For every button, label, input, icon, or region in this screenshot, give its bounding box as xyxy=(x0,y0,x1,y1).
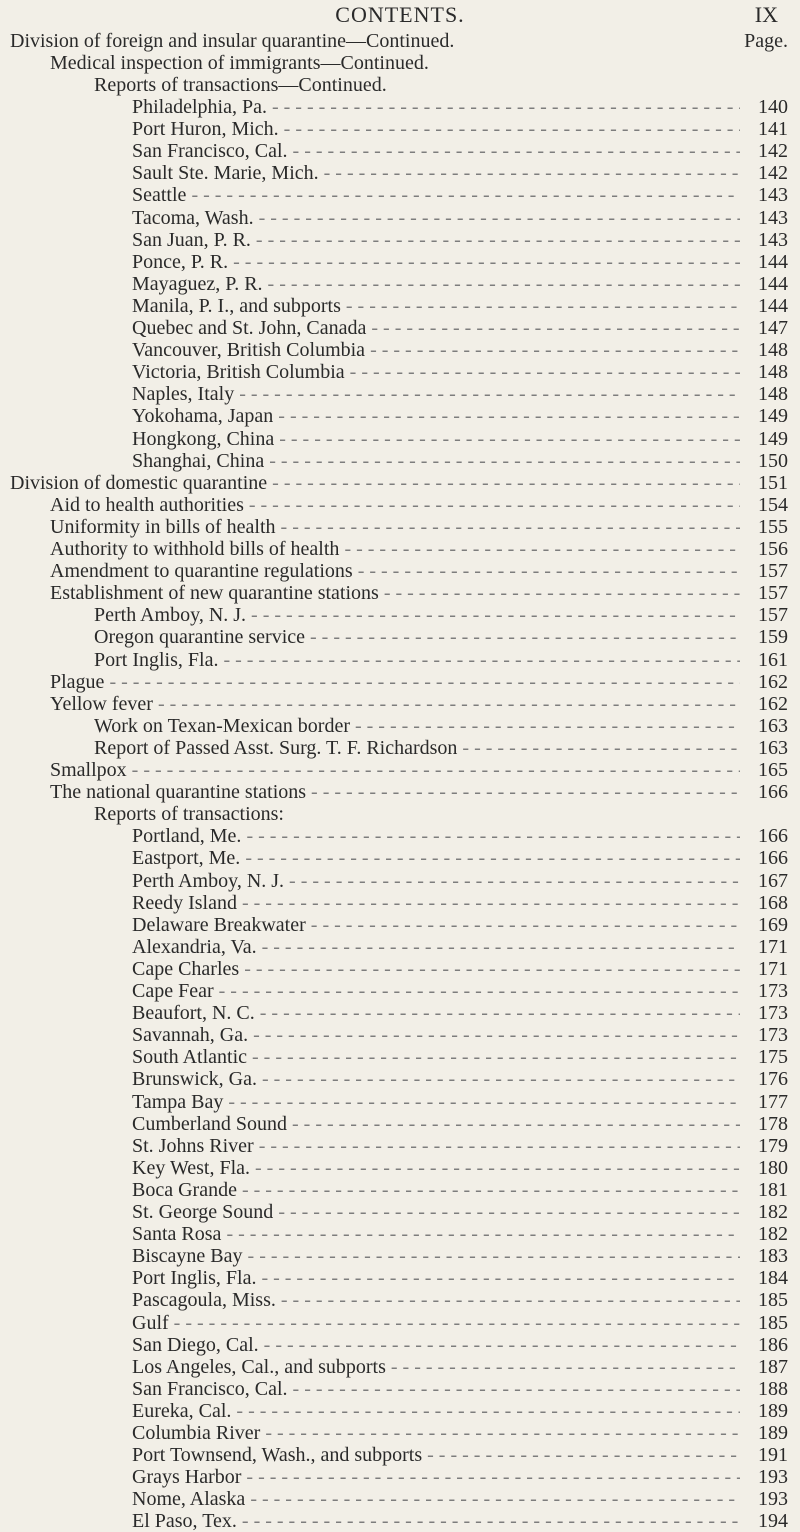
toc-entry xyxy=(0,207,800,229)
toc-entry xyxy=(0,1113,800,1135)
toc-entry xyxy=(0,162,800,184)
toc-entry-page: 175 xyxy=(758,1046,788,1069)
toc-entry-label: Port Townsend, Wash., and subports - - - xyxy=(132,1444,740,1466)
toc-entry xyxy=(0,516,800,538)
toc-entry xyxy=(0,1201,800,1223)
toc-entry-label: Establishment of new quarantine stations - - - xyxy=(50,582,740,604)
toc-entry xyxy=(0,361,800,383)
toc-entry xyxy=(0,1024,800,1046)
toc-entry xyxy=(0,1068,800,1090)
toc-entry-page: 182 xyxy=(758,1201,788,1223)
toc-entry xyxy=(0,671,800,693)
toc-entry xyxy=(0,1356,800,1378)
toc-entry xyxy=(0,118,800,140)
toc-entry xyxy=(0,1510,800,1532)
toc-entry-label: Manila, P. I., and subports - - - xyxy=(132,295,740,317)
toc-entry xyxy=(0,494,800,516)
toc-entry-page: 168 xyxy=(758,891,788,914)
toc-entry xyxy=(0,1488,800,1510)
toc-entry xyxy=(0,295,800,317)
toc-entry xyxy=(0,958,800,980)
subsection-heading-medical: Medical inspection of immigrants—Continued. xyxy=(50,52,429,74)
toc-entry-label: Tacoma, Wash. - - - xyxy=(132,207,740,229)
toc-entry-label: Philadelphia, Pa. - - - xyxy=(132,96,740,118)
toc-entry xyxy=(0,803,800,825)
toc-entry xyxy=(0,96,800,118)
toc-entry xyxy=(0,1179,800,1201)
toc-entry-label: Amendment to quarantine regulations - - - xyxy=(50,560,740,582)
toc-entry xyxy=(0,781,800,803)
toc-entry-label: The national quarantine stations - - - xyxy=(50,781,740,803)
toc-entry-page: 159 xyxy=(758,626,788,649)
toc-entry-page: 191 xyxy=(758,1444,788,1467)
toc-entry-page: 147 xyxy=(758,317,788,339)
toc-entry-page: 173 xyxy=(758,980,788,1002)
toc-entry xyxy=(0,428,800,450)
toc-entry xyxy=(0,472,800,494)
toc-entry xyxy=(0,1444,800,1466)
toc-entry-page: 144 xyxy=(758,272,788,295)
toc-entry-page: 171 xyxy=(758,957,788,980)
toc-entry-page: 186 xyxy=(758,1333,788,1356)
toc-entry-page: 169 xyxy=(758,913,788,936)
toc-entry-page: 162 xyxy=(758,670,788,693)
toc-entry-label: Aid to health authorities - - - xyxy=(50,494,740,516)
toc-entry-page: 148 xyxy=(758,361,788,384)
toc-entry xyxy=(0,582,800,604)
toc-entry xyxy=(0,560,800,582)
toc-entry-label: South Atlantic - - - xyxy=(132,1046,740,1068)
toc-entry-label: Vancouver, British Columbia - - - xyxy=(132,339,740,361)
toc-entry xyxy=(0,1378,800,1400)
toc-entry-label: Seattle - - - xyxy=(132,184,740,206)
toc-entry-label: Oregon quarantine service - - - xyxy=(94,626,740,648)
toc-entry xyxy=(0,339,800,361)
toc-entry-page: 143 xyxy=(758,206,788,229)
toc-entry xyxy=(0,184,800,206)
toc-entry-page: 149 xyxy=(758,405,788,428)
toc-entry-page: 181 xyxy=(758,1178,788,1201)
toc-entry-label: San Diego, Cal. - - - xyxy=(132,1334,740,1356)
toc-entry-page: 193 xyxy=(758,1488,788,1511)
toc-entry-page: 144 xyxy=(758,250,788,273)
toc-entry xyxy=(0,759,800,781)
toc-entry-page: 155 xyxy=(758,515,788,538)
toc-entry xyxy=(0,1245,800,1267)
toc-entry-label: Smallpox - - - xyxy=(50,759,740,781)
toc-entry-label: Authority to withhold bills of health - - - xyxy=(50,538,740,560)
toc-entry-page: 154 xyxy=(758,493,788,516)
toc-entry-page: 148 xyxy=(758,383,788,406)
toc-entry xyxy=(0,892,800,914)
toc-entry-label: Shanghai, China - - - xyxy=(132,450,740,472)
toc-entry-page: 177 xyxy=(758,1090,788,1113)
toc-entry-label: Naples, Italy - - - xyxy=(132,383,740,405)
toc-entry-label: Pascagoula, Miss. - - - xyxy=(132,1289,740,1311)
toc-entry xyxy=(0,1223,800,1245)
toc-entry-label: Port Inglis, Fla. - - - xyxy=(94,649,740,671)
toc-entry-label: Alexandria, Va. - - - xyxy=(132,936,740,958)
toc-entry xyxy=(0,870,800,892)
toc-entry-label: San Francisco, Cal. - - - xyxy=(132,1378,740,1400)
toc-entry xyxy=(0,914,800,936)
toc-entry-label: Nome, Alaska - - - xyxy=(132,1488,740,1510)
toc-entry xyxy=(0,715,800,737)
toc-entry-label: San Francisco, Cal. - - - xyxy=(132,140,740,162)
toc-entry-label: Key West, Fla. - - - xyxy=(132,1157,740,1179)
toc-entry-label: St. George Sound - - - xyxy=(132,1201,740,1223)
toc-entry-label: Port Huron, Mich. - - - xyxy=(132,118,740,140)
toc-entry-label: Biscayne Bay - - - xyxy=(132,1245,740,1267)
toc-entry-label: Grays Harbor - - - xyxy=(132,1466,740,1488)
toc-entry-page: 176 xyxy=(758,1068,788,1091)
toc-entry-label: Quebec and St. John, Canada - - - xyxy=(132,317,740,339)
toc-entry-page: 143 xyxy=(758,184,788,207)
toc-entry-label: Eastport, Me. - - - xyxy=(132,847,740,869)
toc-entry xyxy=(0,626,800,648)
toc-entry xyxy=(0,825,800,847)
toc-entry-page: 179 xyxy=(758,1134,788,1157)
toc-entry-page: 180 xyxy=(758,1156,788,1179)
toc-entry-page: 140 xyxy=(758,96,788,118)
toc-entry xyxy=(0,1091,800,1113)
toc-entry-page: 171 xyxy=(758,935,788,958)
subsection-heading-reports: Reports of transactions—Continued. xyxy=(94,74,387,96)
toc-entry xyxy=(0,847,800,869)
toc-entry-label: Savannah, Ga. - - - xyxy=(132,1024,740,1046)
toc-entry xyxy=(0,1312,800,1334)
page-column-label: Page. xyxy=(744,30,788,52)
toc-entry xyxy=(0,1002,800,1024)
toc-entry xyxy=(0,1267,800,1289)
toc-entry xyxy=(0,140,800,162)
toc-entry xyxy=(0,693,800,715)
toc-entry-label: Report of Passed Asst. Surg. T. F. Richardson - - - xyxy=(94,737,740,759)
toc-entry-label: Tampa Bay - - - xyxy=(132,1091,740,1113)
toc-entry xyxy=(0,737,800,759)
toc-entry-page: 141 xyxy=(758,118,788,141)
toc-entry-page: 173 xyxy=(758,1002,788,1025)
toc-entry-page: 163 xyxy=(758,736,788,759)
toc-entry-label: Cape Charles - - - xyxy=(132,958,740,980)
toc-entry-label: Victoria, British Columbia - - - xyxy=(132,361,740,383)
toc-entry-label: Reports of transactions: xyxy=(94,803,284,826)
toc-entry-page: 166 xyxy=(758,847,788,870)
toc-entry xyxy=(0,604,800,626)
toc-entry-label: Delaware Breakwater - - - xyxy=(132,914,740,936)
toc-entry-label: Perth Amboy, N. J. - - - xyxy=(94,604,740,626)
toc-entry-page: 165 xyxy=(758,759,788,781)
toc-entry-label: Gulf - - - xyxy=(132,1312,740,1334)
toc-entry-label: Cape Fear - - - xyxy=(132,980,740,1002)
toc-entry-page: 149 xyxy=(758,427,788,450)
toc-entry-page: 178 xyxy=(758,1112,788,1135)
toc-entry-label: Cumberland Sound - - - xyxy=(132,1113,740,1135)
toc-entry-label: St. Johns River - - - xyxy=(132,1135,740,1157)
toc-entry-page: 151 xyxy=(758,471,788,494)
toc-entry xyxy=(0,450,800,472)
toc-entry-page: 157 xyxy=(758,582,788,605)
toc-entry xyxy=(0,1466,800,1488)
toc-entry xyxy=(0,229,800,251)
toc-entry-page: 173 xyxy=(758,1024,788,1047)
toc-entry-label: Santa Rosa - - - xyxy=(132,1223,740,1245)
page-title: CONTENTS. xyxy=(335,2,465,27)
toc-entry-label: Port Inglis, Fla. - - - xyxy=(132,1267,740,1289)
page-header xyxy=(0,2,800,28)
toc-entry-page: 167 xyxy=(758,869,788,892)
toc-entry-page: 194 xyxy=(758,1510,788,1532)
toc-entry xyxy=(0,649,800,671)
toc-entry-page: 150 xyxy=(758,449,788,472)
toc-entry-label: Perth Amboy, N. J. - - - xyxy=(132,870,740,892)
toc-entry-label: Plague - - - xyxy=(50,671,740,693)
section-heading-division: Division of foreign and insular quarantine—Continued. xyxy=(10,30,455,52)
toc-entry-page: 144 xyxy=(758,294,788,317)
toc-entry-page: 188 xyxy=(758,1377,788,1400)
toc-entry-label: Hongkong, China - - - xyxy=(132,428,740,450)
toc-entry-label: Reedy Island - - - xyxy=(132,892,740,914)
toc-entry-page: 183 xyxy=(758,1245,788,1268)
toc-entry-page: 189 xyxy=(758,1399,788,1422)
toc-entry-label: Boca Grande - - - xyxy=(132,1179,740,1201)
toc-entry xyxy=(0,273,800,295)
toc-entry-page: 184 xyxy=(758,1267,788,1290)
toc-entry-label: Portland, Me. - - - xyxy=(132,825,740,847)
toc-entry-page: 166 xyxy=(758,825,788,848)
toc-entry xyxy=(0,1334,800,1356)
toc-entry-label: Beaufort, N. C. - - - xyxy=(132,1002,740,1024)
toc-entry-page: 157 xyxy=(758,560,788,583)
toc-entry-label: Yokohama, Japan - - - xyxy=(132,405,740,427)
toc-entry-label: Work on Texan-Mexican border - - - xyxy=(94,715,740,737)
toc-entry-page: 193 xyxy=(758,1466,788,1489)
page-number-roman: IX xyxy=(754,2,778,27)
toc-entry-label: Los Angeles, Cal., and subports - - - xyxy=(132,1356,740,1378)
toc-entry-page: 148 xyxy=(758,339,788,362)
toc-entry-label: San Juan, P. R. - - - xyxy=(132,229,740,251)
toc-entry-label: Ponce, P. R. - - - xyxy=(132,251,740,273)
toc-entry xyxy=(0,405,800,427)
toc-entry-label: Yellow fever - - - xyxy=(50,693,740,715)
toc-entry-label: Uniformity in bills of health - - - xyxy=(50,516,740,538)
toc-entry xyxy=(0,538,800,560)
toc-entry xyxy=(0,1157,800,1179)
toc-entry xyxy=(0,1422,800,1444)
toc-entry-page: 163 xyxy=(758,714,788,737)
toc-entry xyxy=(0,980,800,1002)
toc-entry-page: 157 xyxy=(758,604,788,627)
toc-entry xyxy=(0,317,800,339)
toc-entry-label: Division of domestic quarantine - - - xyxy=(10,472,740,494)
toc-entry xyxy=(0,1046,800,1068)
toc-entry-page: 166 xyxy=(758,781,788,804)
toc-entry-label: Eureka, Cal. - - - xyxy=(132,1400,740,1422)
toc-entry-page: 143 xyxy=(758,228,788,251)
toc-entry-page: 189 xyxy=(758,1422,788,1444)
toc-entry-label: Sault Ste. Marie, Mich. - - - xyxy=(132,162,740,184)
toc-entry xyxy=(0,251,800,273)
toc-entry-page: 142 xyxy=(758,140,788,163)
toc-entry xyxy=(0,383,800,405)
toc-entry-page: 182 xyxy=(758,1223,788,1246)
toc-entry xyxy=(0,936,800,958)
toc-entry-page: 185 xyxy=(758,1289,788,1312)
toc-entry-page: 142 xyxy=(758,162,788,185)
toc-entry xyxy=(0,1135,800,1157)
toc-entry-label: Columbia River - - - xyxy=(132,1422,740,1444)
toc-entry-page: 156 xyxy=(758,538,788,560)
toc-entry-label: Mayaguez, P. R. - - - xyxy=(132,273,740,295)
toc-entry-label: El Paso, Tex. - - - xyxy=(132,1510,740,1532)
toc-entry xyxy=(0,1289,800,1311)
toc-entry-page: 162 xyxy=(758,692,788,715)
toc-entry xyxy=(0,1400,800,1422)
toc-entry-page: 185 xyxy=(758,1311,788,1334)
toc-entry-page: 161 xyxy=(758,648,788,671)
toc-entry-label: Brunswick, Ga. - - - xyxy=(132,1068,740,1090)
toc-entry-page: 187 xyxy=(758,1355,788,1378)
